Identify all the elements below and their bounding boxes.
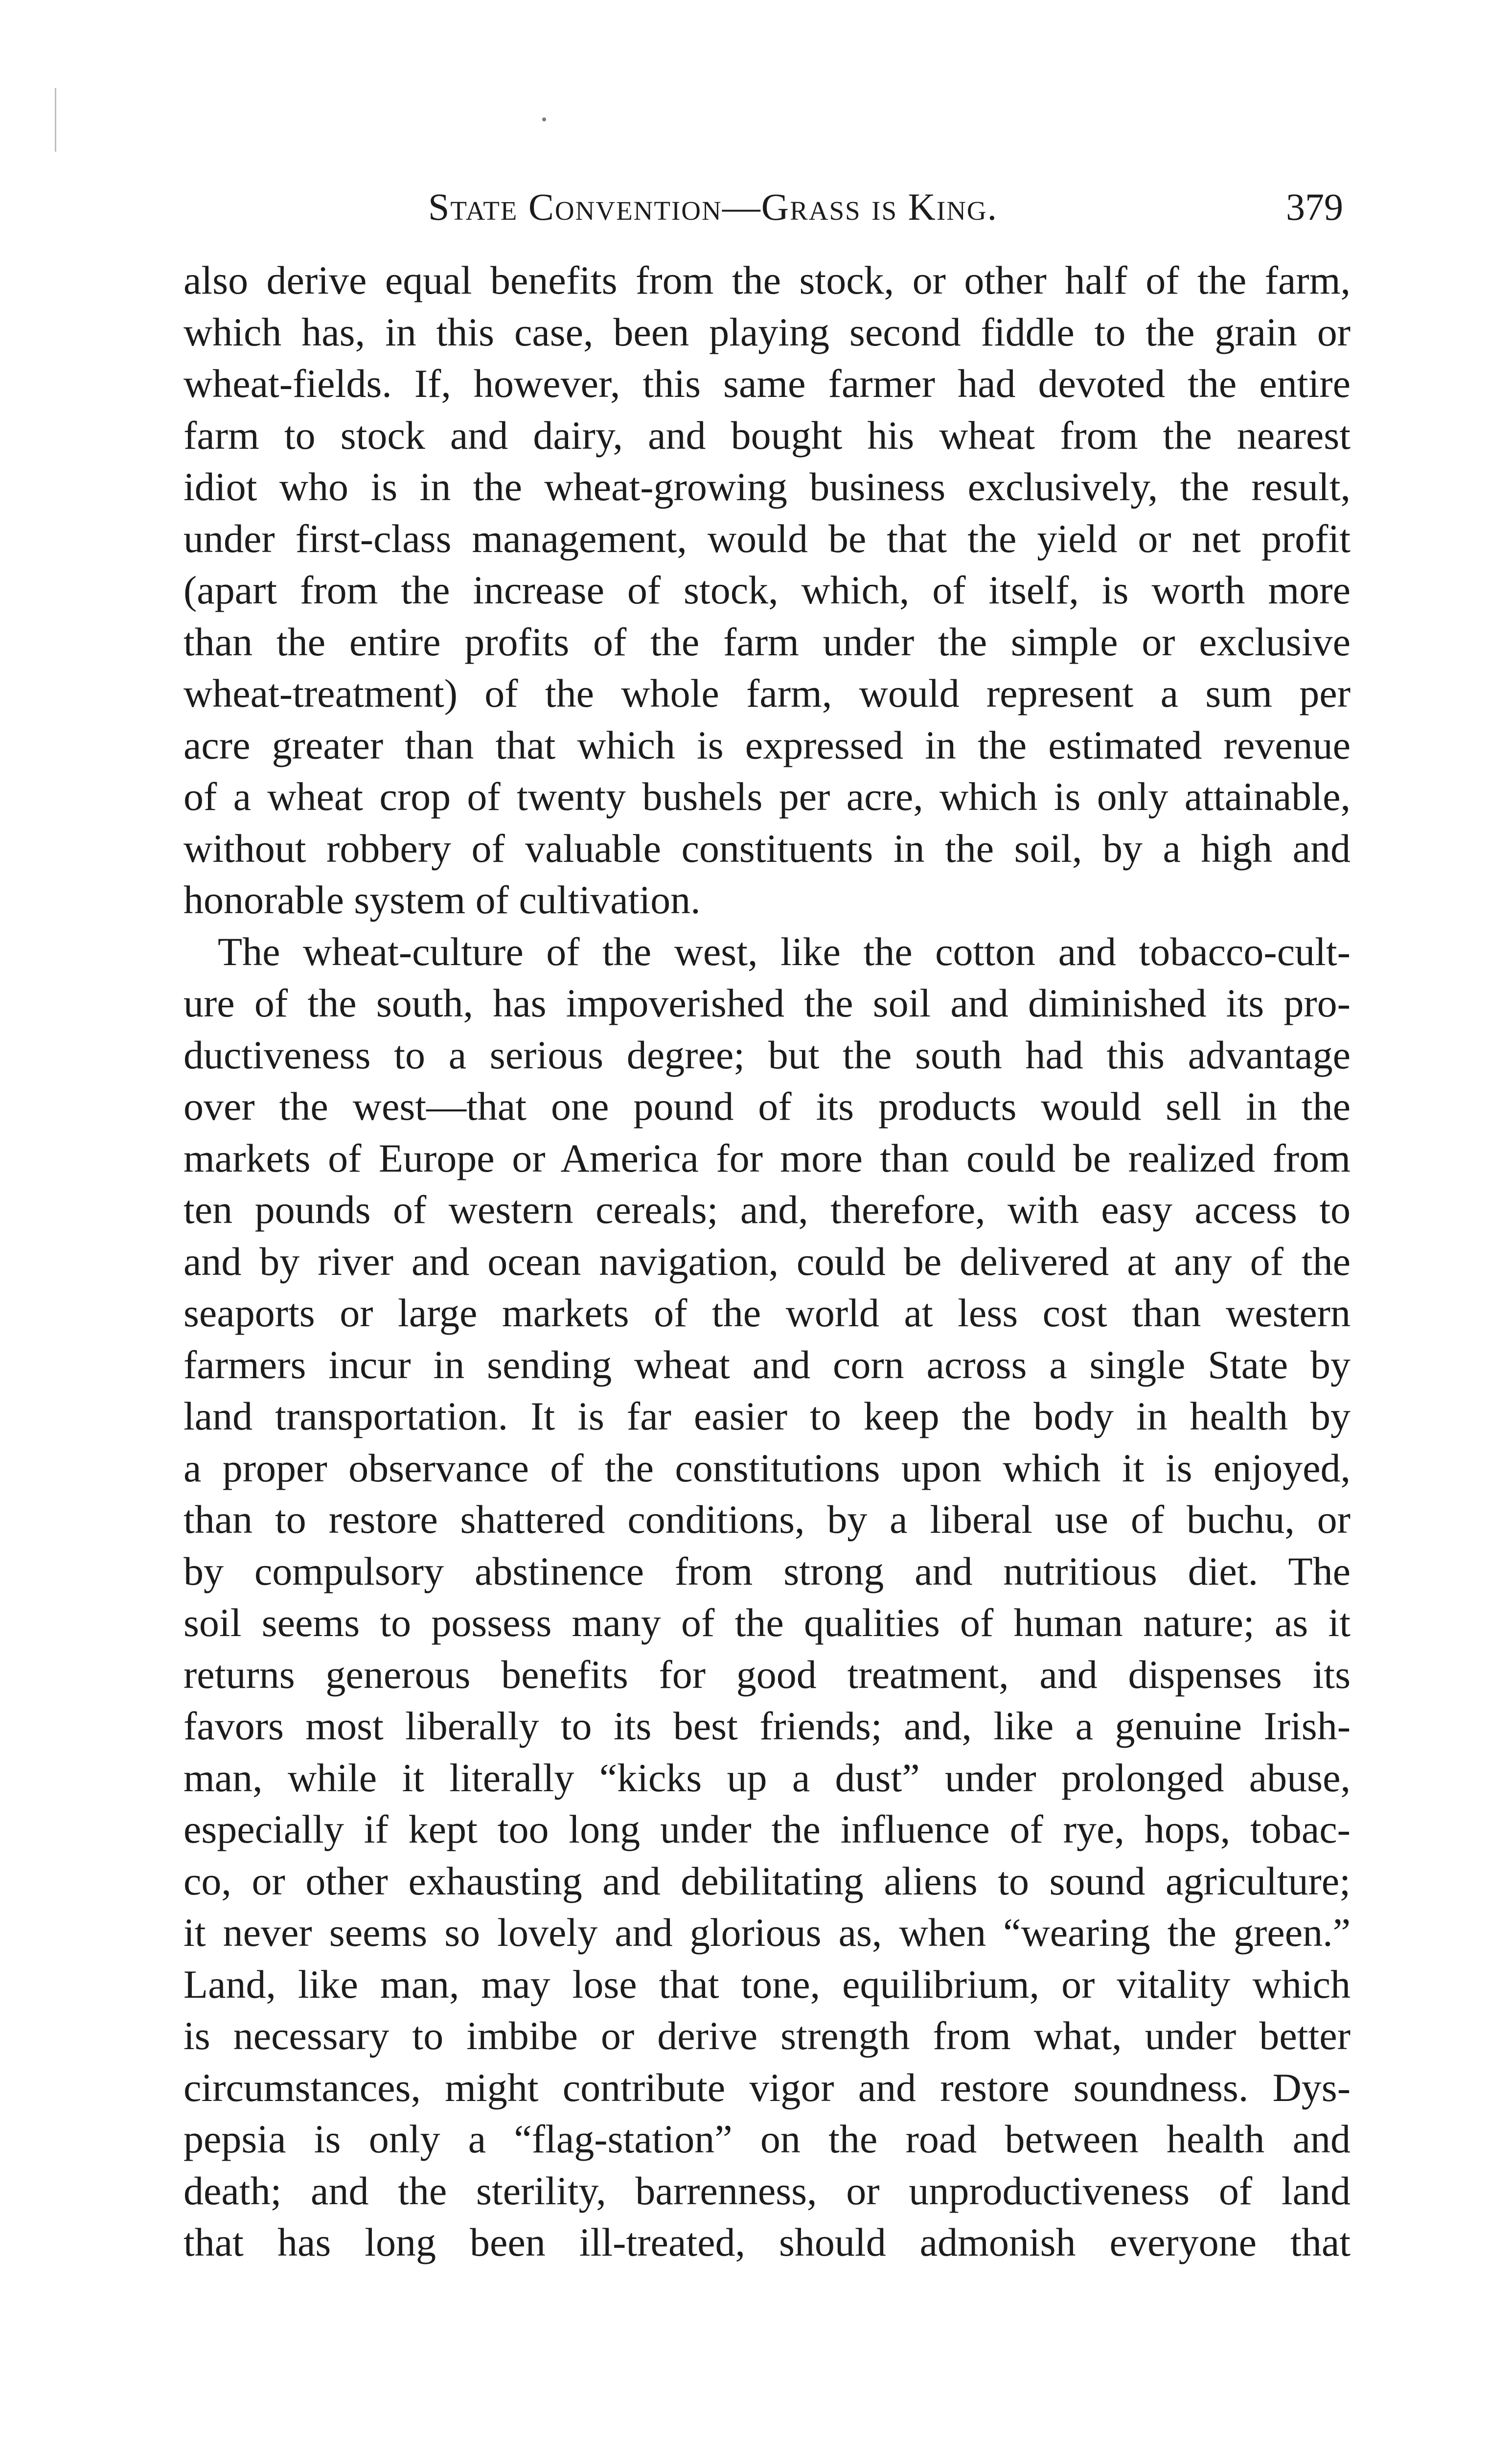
text-line: by compulsory abstinence from strong and nutritious diet. The	[183, 1548, 1351, 1593]
text-line: ure of the south, has impoverished the soil and diminished its pro-	[183, 981, 1351, 1025]
text-line: markets of Europe or America for more than could be realized from	[183, 1135, 1351, 1180]
text-line: seaports or large markets of the world at less cost than western	[183, 1291, 1351, 1335]
text-line: favors most liberally to its best friends; and, like a genuine Irish-	[183, 1704, 1351, 1748]
text-line: especially if kept too long under the influence of rye, hops, tobac-	[183, 1807, 1351, 1851]
text-line: that has long been ill-treated, should admonish everyone that	[183, 2220, 1351, 2264]
running-title: State Convention—Grass is King.	[428, 185, 998, 228]
text-line: ductiveness to a serious degree; but the south had this advantage	[183, 1032, 1351, 1077]
text-line: over the west—that one pound of its products would sell in the	[183, 1084, 1351, 1129]
text-line: farm to stock and dairy, and bought his wheat from the nearest	[183, 413, 1351, 458]
page-header	[183, 180, 1358, 234]
text-line: man, while it literally “kicks up a dust” under prolonged abuse,	[183, 1755, 1351, 1800]
text-line: under first-class management, would be that the yield or net profit	[183, 516, 1351, 561]
paragraph-1	[183, 254, 1351, 926]
text-line: idiot who is in the wheat-growing business exclusively, the result,	[183, 464, 1351, 509]
text-line: ten pounds of western cereals; and, therefore, with easy access to	[183, 1187, 1351, 1232]
text-line: pepsia is only a “flag-station” on the road between health and	[183, 2117, 1351, 2161]
body-text	[183, 254, 1351, 2268]
text-line: wheat-treatment) of the whole farm, would represent a sum per	[183, 671, 1351, 716]
text-line: is necessary to imbibe or derive strength from what, under better	[183, 2013, 1351, 2058]
text-line: soil seems to possess many of the qualities of human nature; as it	[183, 1600, 1351, 1645]
text-line: wheat-fields. If, however, this same farmer had devoted the entire	[183, 361, 1351, 406]
page-edge-mark	[55, 88, 56, 152]
text-line: than the entire profits of the farm under the simple or exclusive	[183, 619, 1351, 664]
page-number: 379	[1286, 185, 1343, 228]
text-line: The wheat-culture of the west, like the cotton and tobacco-cult-	[218, 929, 1351, 974]
text-line: of a wheat crop of twenty bushels per acre, which is only attainable,	[183, 774, 1351, 819]
text-line: returns generous benefits for good treatment, and dispenses its	[183, 1652, 1351, 1697]
text-line: also derive equal benefits from the stock, or other half of the farm,	[183, 258, 1351, 302]
text-line: which has, in this case, been playing second fiddle to the grain or	[183, 309, 1351, 354]
text-line: co, or other exhausting and debilitating aliens to sound agriculture;	[183, 1858, 1351, 1903]
text-line: farmers incur in sending wheat and corn across a single State by	[183, 1342, 1351, 1387]
text-line: it never seems so lovely and glorious as, when “wearing the green.”	[183, 1910, 1351, 1955]
text-line: without robbery of valuable constituents in the soil, by a high and	[183, 826, 1351, 871]
text-line: land transportation. It is far easier to keep the body in health by	[183, 1394, 1351, 1438]
text-line: a proper observance of the constitutions upon which it is enjoyed,	[183, 1445, 1351, 1490]
text-line: than to restore shattered conditions, by a liberal use of buchu, or	[183, 1497, 1351, 1542]
text-line: circumstances, might contribute vigor and restore soundness. Dys-	[183, 2065, 1351, 2110]
text-line: acre greater than that which is expressed in the estimated revenue	[183, 722, 1351, 767]
text-line: Land, like man, may lose that tone, equilibrium, or vitality which	[183, 1962, 1351, 2007]
text-line: honorable system of cultivation.	[183, 877, 701, 922]
ink-speck	[542, 117, 546, 121]
text-line: death; and the sterility, barrenness, or unproductiveness of land	[183, 2168, 1351, 2213]
paragraph-2	[183, 926, 1351, 2268]
text-line: and by river and ocean navigation, could be delivered at any of the	[183, 1239, 1351, 1284]
text-line: (apart from the increase of stock, which, of itself, is worth more	[183, 568, 1351, 612]
